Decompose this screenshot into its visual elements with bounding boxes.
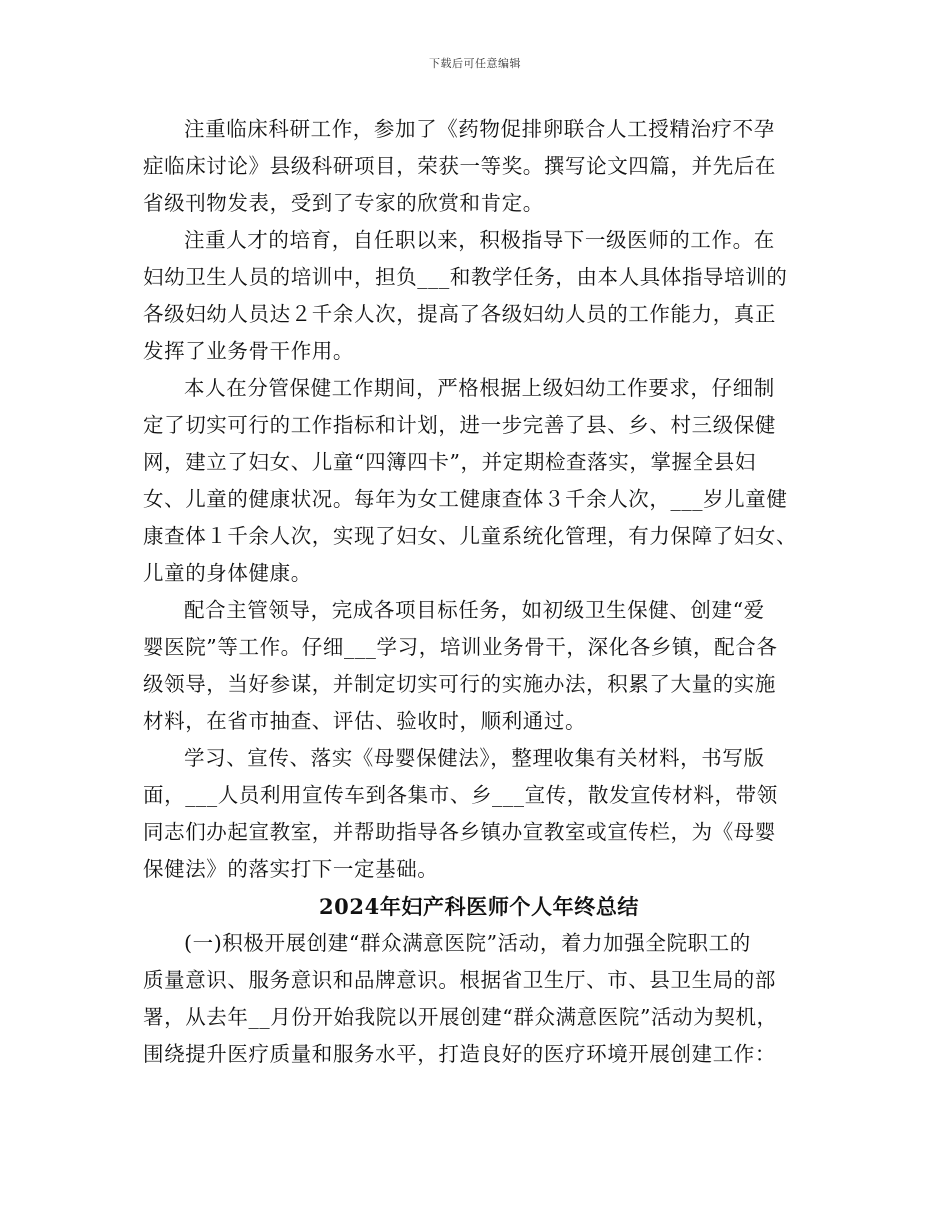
paragraph-line: 学习、宣传、落实《母婴保健法》，整理收集有关材料，书写版 (184, 746, 765, 770)
paragraph (143, 111, 815, 222)
document-body (143, 111, 815, 1073)
paragraph-line: 症临床讨论》县级科研项目，荣获一等奖。撰写论文四篇，并先后在 (143, 154, 776, 178)
section-title: 2024年妇产科医师个人年终总结 (318, 894, 640, 919)
paragraph-line: 女、儿童的健康状况。每年为女工健康查体３千余人次，___岁儿童健 (143, 487, 788, 511)
paragraph-line: 妇幼卫生人员的培训中，担负___和教学任务，由本人具体指导培训的 (143, 265, 788, 289)
page-header: 下载后可任意编辑 (429, 57, 521, 70)
paragraph-line: 本人在分管保健工作期间，严格根据上级妇幼工作要求，仔细制 (184, 376, 775, 400)
paragraph-line: 儿童的身体健康。 (143, 561, 312, 585)
paragraph (143, 370, 815, 592)
paragraph-line: 级领导，当好参谋，并制定切实可行的实施办法，积累了大量的实施 (143, 672, 776, 696)
paragraph-line: 署，从去年__月份开始我院以开展创建“群众满意医院”活动为契机， (143, 1005, 778, 1029)
paragraph-line: 面，___人员利用宣传车到各集市、乡___宣传，散发宣传材料，带领 (143, 783, 778, 807)
paragraph-line: 注重临床科研工作，参加了《药物促排卵联合人工授精治疗不孕 (184, 117, 775, 141)
paragraph-line: 定了切实可行的工作指标和计划，进一步完善了县、乡、村三级保健 (143, 413, 776, 437)
paragraph-line: 各级妇幼人员达２千余人次，提高了各级妇幼人员的工作能力，真正 (143, 302, 776, 326)
paragraph (143, 592, 815, 740)
paragraph-line: 发挥了业务骨干作用。 (143, 339, 354, 363)
paragraph-line: 网，建立了妇女、儿童“四簿四卡”，并定期检查落实，掌握全县妇 (143, 450, 756, 474)
paragraph-line: 材料，在省市抽查、评估、验收时，顺利通过。 (143, 709, 587, 733)
paragraph (143, 740, 815, 888)
paragraph-line: 围绕提升医疗质量和服务水平，打造良好的医疗环境开展创建工作： (143, 1042, 776, 1066)
paragraph-line: 同志们办起宣教室，并帮助指导各乡镇办宣教室或宣传栏，为《母婴 (143, 820, 776, 844)
paragraph-line: 婴医院”等工作。仔细___学习，培训业务骨干，深化各乡镇，配合各 (143, 635, 778, 659)
paragraph-line: 注重人才的培育，自任职以来，积极指导下一级医师的工作。在 (184, 228, 775, 252)
paragraph-line: 省级刊物发表，受到了专家的欣赏和肯定。 (143, 191, 544, 215)
paragraph-line: 保健法》的落实打下一定基础。 (143, 857, 439, 881)
paragraph-line: (一)积极开展创建“群众满意医院”活动，着力加强全院职工的 (184, 931, 751, 955)
paragraphs-before (143, 111, 815, 888)
paragraph (143, 925, 815, 1073)
paragraph-line: 配合主管领导，完成各项目标任务，如初级卫生保健、创建“爱 (184, 598, 765, 622)
paragraph (143, 222, 815, 370)
paragraphs-after (143, 925, 815, 1073)
paragraph-line: 质量意识、服务意识和品牌意识。根据省卫生厅、市、县卫生局的部 (143, 968, 776, 992)
paragraph-line: 康查体１千余人次，实现了妇女、儿童系统化管理，有力保障了妇女、 (143, 524, 798, 548)
